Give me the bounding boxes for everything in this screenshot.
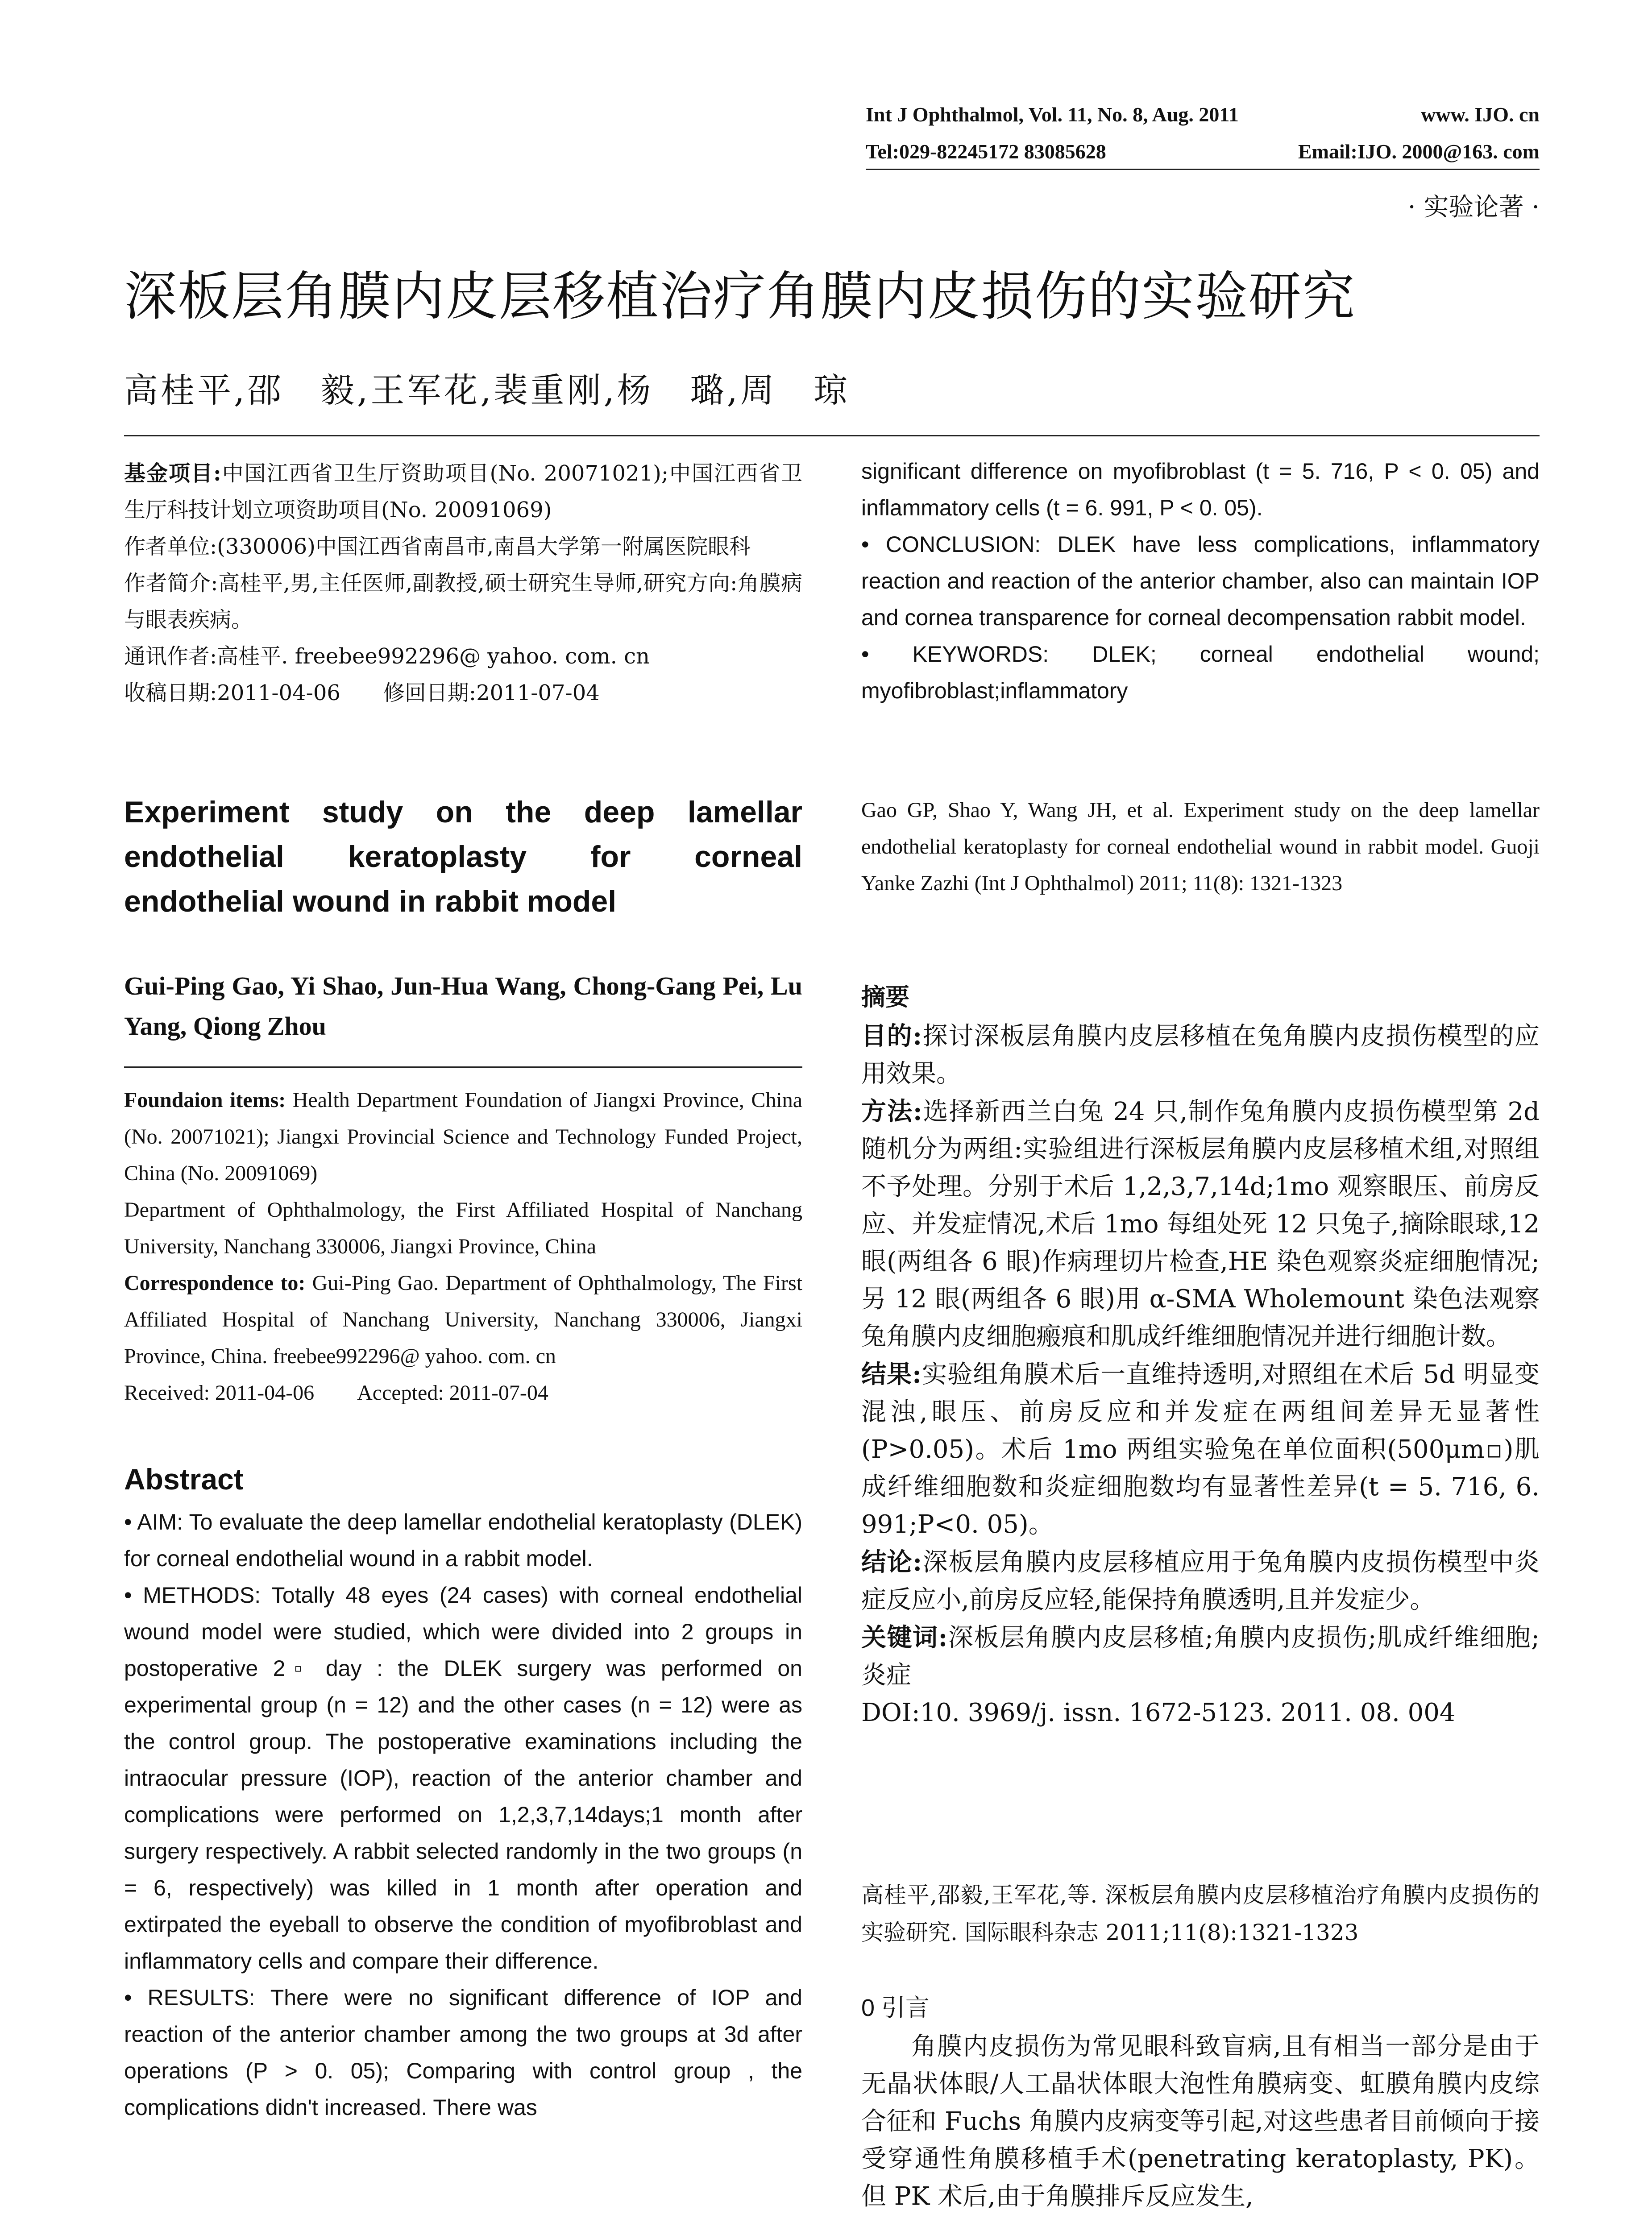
correspondence-label: Correspondence to: bbox=[124, 1271, 306, 1295]
abstract-body-cn bbox=[861, 1017, 1540, 1732]
author-bio-cn: 作者简介:高桂平,男,主任医师,副教授,硕士研究生导师,研究方向:角膜病与眼表疾病。 bbox=[124, 571, 802, 632]
citation-en: Gao GP, Shao Y, Wang JH, et al. Experiment study on the deep lamellar endothelial keratoplasty for corneal endothelial wound in rabbit model. Guoji Yanke Zazhi (Int J Ophthalmol) 2011; 11(8): 1321-1323 bbox=[861, 798, 1540, 895]
author-list-cn: 高桂平,邵 毅,王军花,裴重刚,杨 璐,周 琼 bbox=[124, 370, 850, 410]
correspondence-text: Gui-Ping Gao. Department of Ophthalmology, The First Affiliated Hospital of Nanchang University, Nanchang 330006, Jiangxi Province, China. freebee992296@ yahoo. com. cn bbox=[124, 1271, 802, 1368]
article-title-en: Experiment study on the deep lamellar endothelial keratoplasty for corneal endothelial wound in rabbit model bbox=[124, 795, 802, 918]
abstract-body-en bbox=[124, 1504, 802, 2126]
title-rule bbox=[124, 435, 1540, 436]
funding-info-cn bbox=[124, 455, 802, 711]
foundation-block bbox=[124, 1082, 802, 1411]
abstract-methods: • METHODS: Totally 48 eyes (24 cases) with corneal endothelial wound model were studied, which were divided into 2 groups in postoperative 2▫ day : the DLEK surgery was performed on experimental group (n = 12) and the other cases (n = 12) were as the control group. The postoperative examinations including the intraocular pressure (IOP), reaction of the anterior chamber and complications were performed on 1,2,3,7,14days;1 month after surgery respectively. A rabbit selected randomly in the two groups (n = 6, respectively) was killed in 1 month after operation and extirpated the eyeball to observe the condition of myofibroblast and inflammatory cells and compare their difference. bbox=[124, 1583, 802, 1974]
abstract-conclusion: • CONCLUSION: DLEK have less complications, inflammatory reaction and reaction of the anterior chamber, also can maintain IOP and cornea transparence for corneal decompensation rabbit model. bbox=[861, 532, 1540, 630]
abstract-heading-en: Abstract bbox=[124, 1463, 244, 1496]
corresponding-author-cn: 通讯作者:高桂平. freebee992296@ yahoo. com. cn bbox=[124, 644, 650, 669]
keywords-text-cn: 深板层角膜内皮层移植;角膜内皮损伤;肌成纤维细胞;炎症 bbox=[861, 1623, 1540, 1690]
journal-telephone: Tel:029-82245172 83085628 bbox=[866, 140, 1106, 163]
result-text-cn: 实验组角膜术后一直维持透明,对照组在术后 5d 明显变混浊,眼压、前房反应和并发症在两组间差异无显著性(P>0.05)。术后 1mo 两组实验兔在单位面积(500μm▫)肌成纤维细胞数和炎症细胞数均有显著性差异(t = 5. 716, 6. 991;P<0. 05)。 bbox=[861, 1360, 1540, 1539]
journal-website: www. IJO. cn bbox=[1421, 103, 1540, 126]
dates-cn: 收稿日期:2011-04-06 修回日期:2011-07-04 bbox=[124, 680, 600, 705]
section-label: · 实验论著 · bbox=[1407, 193, 1540, 222]
abstract-heading-cn: 摘要 bbox=[861, 984, 909, 1011]
authors-rule bbox=[124, 1066, 802, 1068]
intro-heading: 0 引言 bbox=[861, 1995, 930, 2021]
abstract-results-continued: significant difference on myofibroblast (t = 5. 716, P < 0. 05) and inflammatory cells (t = 6. 991, P < 0. 05). bbox=[861, 459, 1540, 520]
article-title-cn: 深板层角膜内皮层移植治疗角膜内皮损伤的实验研究 bbox=[124, 267, 1356, 326]
abstract-aim: • AIM: To evaluate the deep lamellar endothelial keratoplasty (DLEK) for corneal endothelial wound in a rabbit model. bbox=[124, 1509, 802, 1571]
foundation-text: Health Department Foundation of Jiangxi Province, China (No. 20071021); Jiangxi Provincial Science and Technology Funded Project, China (No. 20091069) bbox=[124, 1088, 802, 1185]
funding-text-cn: 中国江西省卫生厅资助项目(No. 20071021);中国江西省卫生厅科技计划立项资助项目(No. 20091069) bbox=[124, 461, 802, 523]
author-list-en: Gui-Ping Gao, Yi Shao, Jun-Hua Wang, Chong-Gang Pei, Lu Yang, Qiong Zhou bbox=[124, 971, 802, 1041]
funding-label-cn: 基金项目: bbox=[124, 461, 221, 486]
dates-en: Received: 2011-04-06 Accepted: 2011-07-04 bbox=[124, 1381, 548, 1405]
abstract-body-en-continued bbox=[861, 453, 1540, 709]
result-label-cn: 结果: bbox=[861, 1360, 921, 1389]
abstract-results: • RESULTS: There were no significant difference of IOP and reaction of the anterior chamber among the two groups at 3d after operations (P > 0. 05); Comparing with control group , the complications didn't increased. There was bbox=[124, 1985, 802, 2120]
abstract-keywords: • KEYWORDS: DLEK; corneal endothelial wound; myofibroblast;inflammatory bbox=[861, 642, 1540, 703]
journal-email: Email:IJO. 2000@163. com bbox=[1298, 140, 1540, 163]
method-label-cn: 方法: bbox=[861, 1097, 922, 1126]
purpose-label-cn: 目的: bbox=[861, 1021, 922, 1051]
header-rule bbox=[866, 169, 1540, 170]
author-affiliation-cn: 作者单位:(330006)中国江西省南昌市,南昌大学第一附属医院眼科 bbox=[124, 534, 751, 559]
intro-paragraph: 角膜内皮损伤为常见眼科致盲病,且有相当一部分是由于无晶状体眼/人工晶状体眼大泡性角膜病变、虹膜角膜内皮综合征和 Fuchs 角膜内皮病变等引起,对这些患者目前倾向于接受穿通性角膜移植手术(penetrating keratoplasty, PK)。但 PK 术后,由于角膜排斥反应发生, bbox=[861, 2032, 1540, 2211]
conclusion-label-cn: 结论: bbox=[861, 1547, 922, 1577]
journal-citation-line: Int J Ophthalmol, Vol. 11, No. 8, Aug. 2011 bbox=[866, 103, 1239, 126]
foundation-label: Foundaion items: bbox=[124, 1088, 286, 1112]
purpose-text-cn: 探讨深板层角膜内皮层移植在兔角膜内皮损伤模型的应用效果。 bbox=[861, 1022, 1540, 1088]
method-text-cn: 选择新西兰白兔 24 只,制作兔角膜内皮损伤模型第 2d 随机分为两组:实验组进行深板层角膜内皮层移植术组,对照组不予处理。分别于术后 1,2,3,7,14d;1mo 观察眼压、前房反应、并发症情况,术后 1mo 每组处死 12 只兔子,摘除眼球,12 眼(两组各 6 眼)作病理切片检查,HE 染色观察炎症细胞情况;另 12 眼(两组各 6 眼)用 α-SMA Wholemount 染色法观察兔角膜内皮细胞瘢痕和肌成纤维细胞情况并进行细胞计数。 bbox=[861, 1097, 1540, 1351]
citation-cn: 高桂平,邵毅,王军花,等. 深板层角膜内皮层移植治疗角膜内皮损伤的实验研究. 国际眼科杂志 2011;11(8):1321-1323 bbox=[861, 1882, 1540, 1945]
conclusion-text-cn: 深板层角膜内皮层移植应用于兔角膜内皮损伤模型中炎症反应小,前房反应轻,能保持角膜透明,且并发症少。 bbox=[861, 1548, 1540, 1614]
keywords-label-cn: 关键词: bbox=[861, 1623, 948, 1652]
doi: DOI:10. 3969/j. issn. 1672-5123. 2011. 08. 004 bbox=[861, 1698, 1456, 1727]
department-en: Department of Ophthalmology, the First Affiliated Hospital of Nanchang University, Nanchang 330006, Jiangxi Province, China bbox=[124, 1198, 802, 1258]
